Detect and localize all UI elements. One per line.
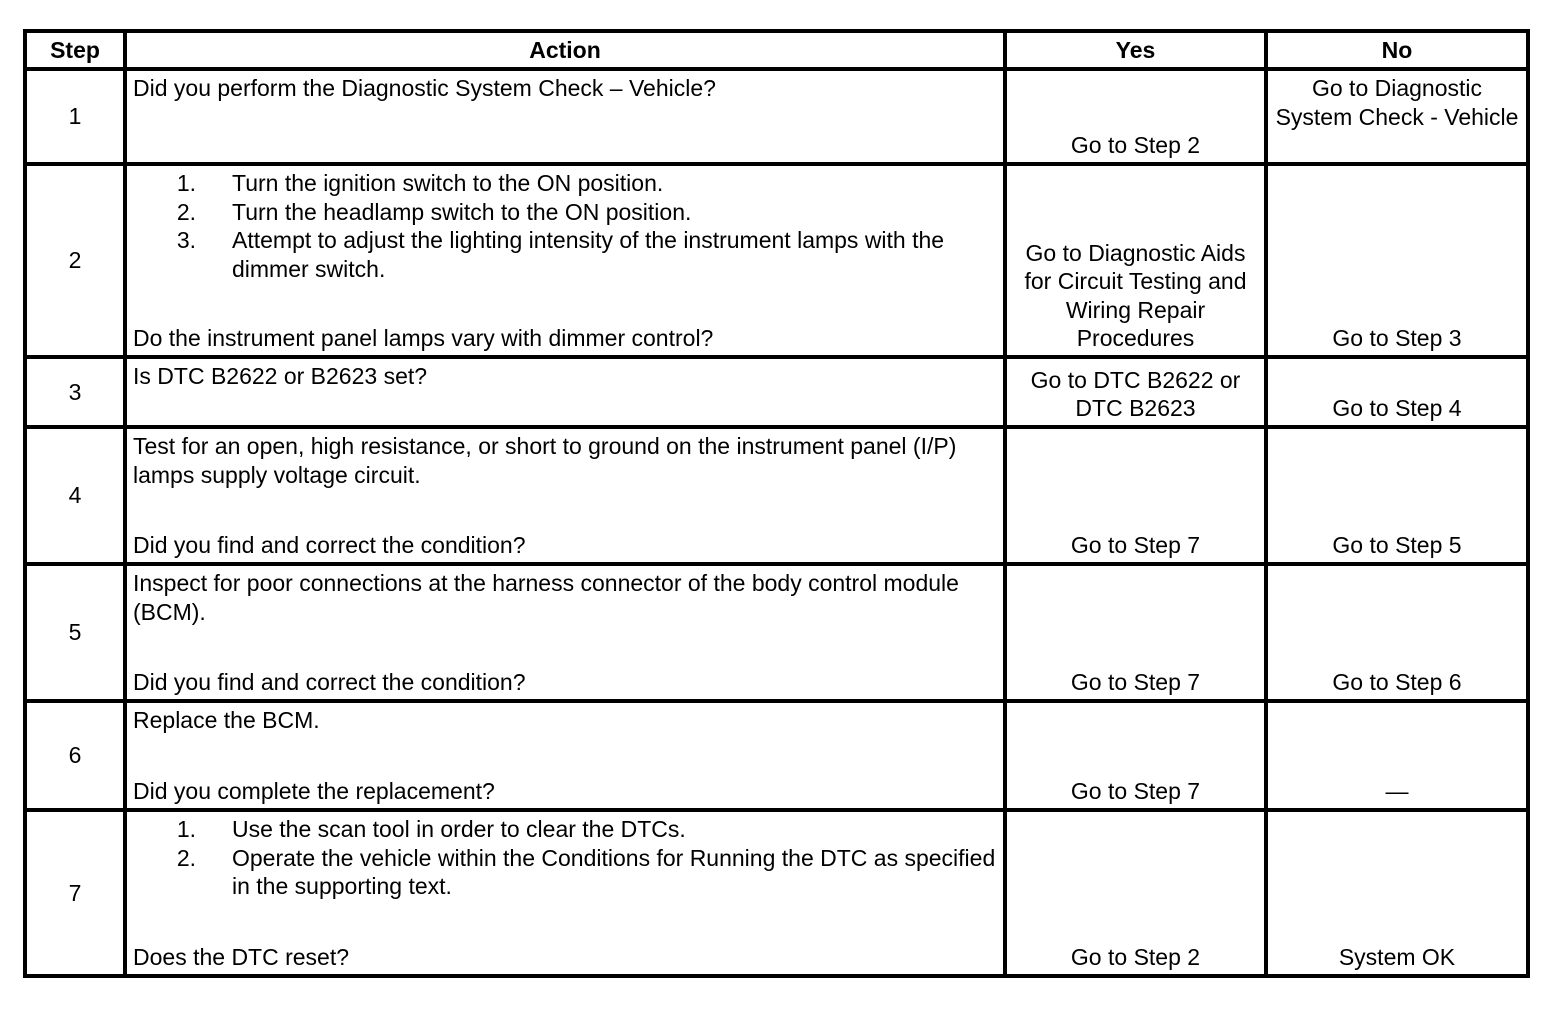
step-number: 4 bbox=[25, 427, 125, 564]
action-step-text: Turn the headlamp switch to the ON position. bbox=[232, 198, 692, 225]
step-number: 1 bbox=[25, 69, 125, 164]
action-step-number: 1. bbox=[176, 170, 196, 196]
table-row bbox=[25, 69, 1528, 164]
action-steps-list bbox=[133, 815, 997, 901]
action-question: Do the instrument panel lamps vary with dimmer control? bbox=[133, 325, 714, 352]
action-cell bbox=[125, 564, 1005, 701]
action-step-item bbox=[133, 844, 997, 901]
table-row bbox=[25, 357, 1528, 427]
action-cell bbox=[125, 357, 1005, 427]
action-question: Did you find and correct the condition? bbox=[133, 532, 526, 559]
no-result: — bbox=[1266, 701, 1528, 810]
table-row bbox=[25, 564, 1528, 701]
header-no: No bbox=[1266, 31, 1528, 69]
yes-result: Go to Step 2 bbox=[1005, 69, 1266, 164]
action-step-item bbox=[133, 198, 997, 227]
no-result: Go to Step 5 bbox=[1266, 427, 1528, 564]
no-result: Go to Diagnostic System Check - Vehicle bbox=[1266, 69, 1528, 164]
action-cell bbox=[125, 427, 1005, 564]
action-cell bbox=[125, 701, 1005, 810]
no-result: Go to Step 4 bbox=[1266, 357, 1528, 427]
step-number: 3 bbox=[25, 357, 125, 427]
yes-result: Go to Step 2 bbox=[1005, 810, 1266, 976]
diagnostic-table bbox=[23, 29, 1530, 978]
step-number: 2 bbox=[25, 164, 125, 357]
yes-result: Go to DTC B2622 or DTC B2623 bbox=[1005, 357, 1266, 427]
action-step-number: 3. bbox=[176, 227, 196, 254]
action-question: Did you find and correct the condition? bbox=[133, 669, 526, 696]
action-step-number: 2. bbox=[176, 844, 196, 871]
step-number: 6 bbox=[25, 701, 125, 810]
action-text: Test for an open, high resistance, or short to ground on the instrument panel (I/P) lamps supply voltage circuit. bbox=[133, 433, 957, 488]
table-row bbox=[25, 164, 1528, 357]
action-text: Is DTC B2622 or B2623 set? bbox=[133, 363, 428, 389]
no-result: System OK bbox=[1266, 810, 1528, 976]
no-result: Go to Step 3 bbox=[1266, 164, 1528, 357]
header-step: Step bbox=[25, 31, 125, 69]
action-step-text: Attempt to adjust the lighting intensity of the instrument lamps with the dimmer switch. bbox=[232, 227, 945, 282]
no-result: Go to Step 6 bbox=[1266, 564, 1528, 701]
step-number: 5 bbox=[25, 564, 125, 701]
yes-result: Go to Diagnostic Aids for Circuit Testing and Wiring Repair Procedures bbox=[1005, 164, 1266, 357]
action-step-item bbox=[133, 226, 997, 283]
table-row bbox=[25, 427, 1528, 564]
yes-result: Go to Step 7 bbox=[1005, 564, 1266, 701]
action-cell bbox=[125, 69, 1005, 164]
action-step-item bbox=[133, 815, 997, 844]
action-steps-list bbox=[133, 169, 997, 283]
header-row bbox=[25, 31, 1528, 69]
action-step-number: 1. bbox=[176, 816, 196, 842]
action-step-number: 2. bbox=[176, 198, 196, 225]
table-row bbox=[25, 810, 1528, 976]
action-text: Did you perform the Diagnostic System Check – Vehicle? bbox=[133, 75, 716, 101]
yes-result: Go to Step 7 bbox=[1005, 427, 1266, 564]
action-step-item bbox=[133, 169, 997, 198]
action-cell bbox=[125, 810, 1005, 976]
yes-result: Go to Step 7 bbox=[1005, 701, 1266, 810]
action-step-text: Use the scan tool in order to clear the DTCs. bbox=[232, 816, 686, 842]
action-cell bbox=[125, 164, 1005, 357]
action-text: Replace the BCM. bbox=[133, 707, 320, 733]
action-step-text: Turn the ignition switch to the ON position. bbox=[232, 170, 664, 196]
step-number: 7 bbox=[25, 810, 125, 976]
action-step-text: Operate the vehicle within the Conditions for Running the DTC as specified in the supporting text. bbox=[232, 844, 996, 900]
action-text: Inspect for poor connections at the harness connector of the body control module (BCM). bbox=[133, 570, 959, 625]
header-yes: Yes bbox=[1005, 31, 1266, 69]
header-action: Action bbox=[125, 31, 1005, 69]
action-question: Did you complete the replacement? bbox=[133, 778, 495, 805]
table-row bbox=[25, 701, 1528, 810]
action-question: Does the DTC reset? bbox=[133, 944, 350, 971]
